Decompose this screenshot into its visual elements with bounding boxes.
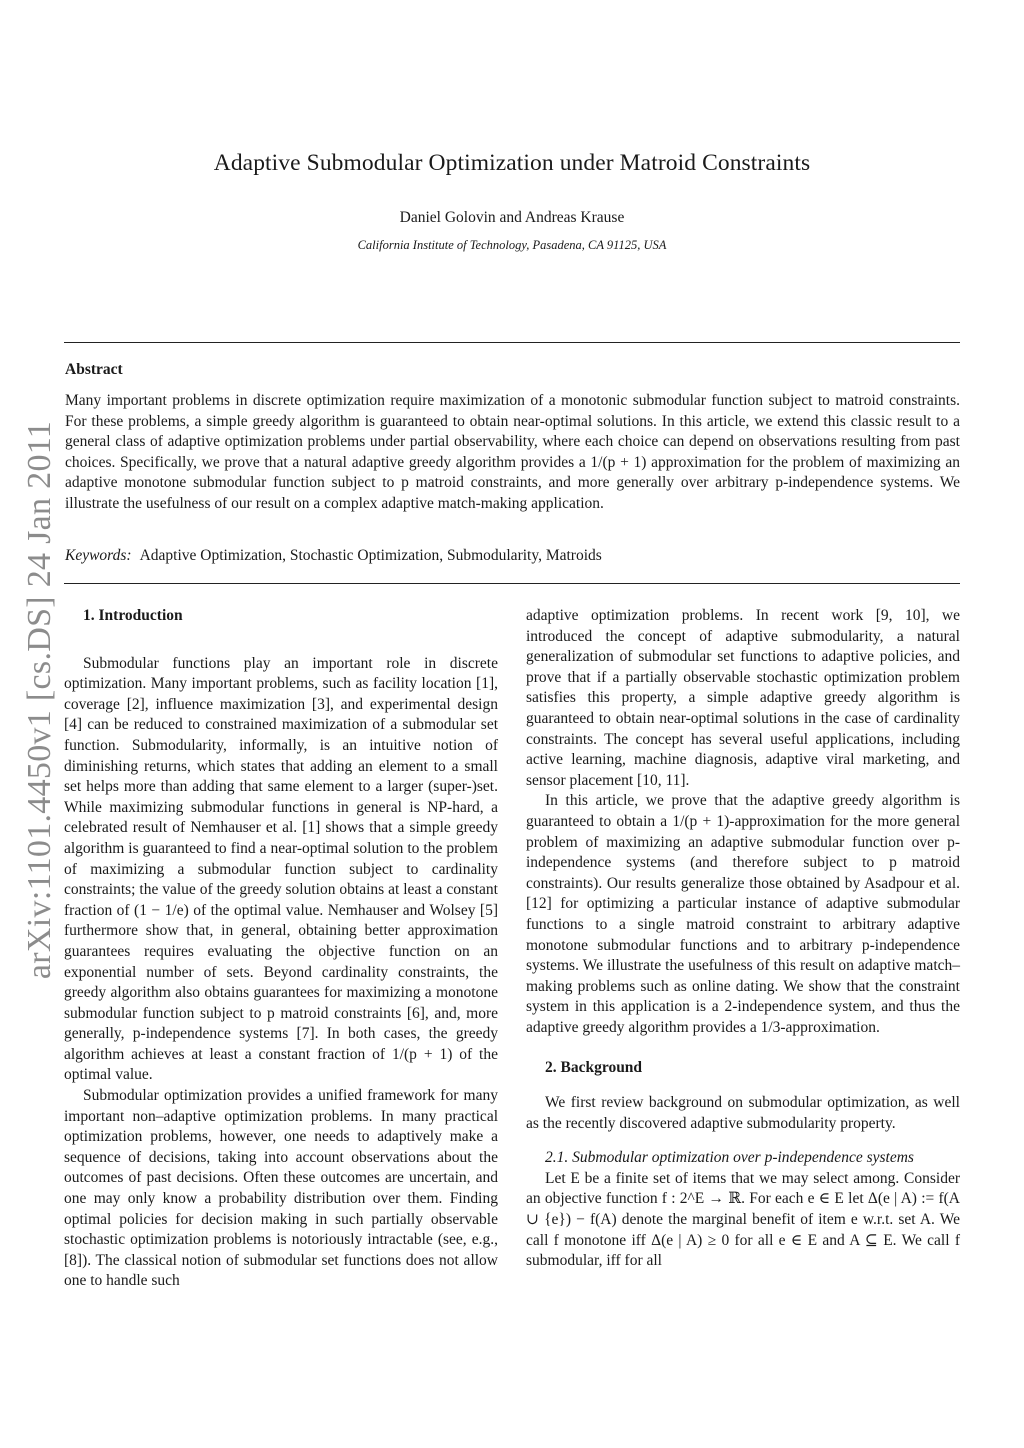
abstract-body: Many important problems in discrete optimization require maximization of a monotonic submodular function subject to matroid constraints. For these problems, a simple greedy algorithm is guaranteed to obtain near-optimal solutions. In this article, we extend this classic result to a general class of adaptive optimization problems under partial observability, where each choice can depend on observations resulting from past choices. Specifically, we prove that a natural adaptive greedy algorithm provides a 1/(p + 1) approximation for the problem of maximizing an adaptive monotone submodular function subject to p matroid constraints, and more generally over arbitrary p-independence systems. We illustrate the usefulness of our result on a complex adaptive match-making application. — [65, 392, 960, 512]
keywords-label: Keywords: — [65, 547, 132, 564]
keywords-list: Adaptive Optimization, Stochastic Optimization, Submodularity, Matroids — [139, 547, 602, 564]
background-paragraph-2: Let E be a finite set of items that we may select among. Consider an objective function f : 2^E → ℝ. For each e ∈ E let Δ(e | A) := f(A ∪ {e}) − f(A) denote the marginal benefit of item e w.r.t. set A. We call f monotone iff Δ(e | A) ≥ 0 for all e ∈ E and A ⊆ E. We call f submodular, iff for all — [526, 1169, 960, 1270]
intro-paragraph-2: Submodular optimization provides a unified framework for many important non–adaptive optimization problems. In many practical optimization problems, however, one needs to adaptively make a sequence of decisions, taking into account observations about the outcomes of past decisions. Often these outcomes are uncertain, and one may only know a probability distribution over them. Finding optimal policies for decision making in such partially observable stochastic optimization problems is notoriously intractable (see, e.g., [8]). The classical notion of submodular set functions does not allow one to handle such — [64, 1087, 498, 1290]
right-column — [526, 606, 960, 1272]
background-paragraph-1: We first review background on submodular optimization, as well as the recently discovered adaptive submodularity property. — [526, 1094, 960, 1132]
keywords-line — [65, 547, 602, 565]
intro-paragraph-1: Submodular functions play an important role in discrete optimization. Many important problems, such as facility location [1], coverage [2], influence maximization [3], and experimental design [4] can be reduced to constrained maximization of a submodular set function. Submodularity, informally, is an intuitive notion of diminishing returns, which states that adding an element to a small set helps more than adding that same element to a larger (super-)set. While maximizing submodular functions in general is NP-hard, a celebrated result of Nemhauser et al. [1] shows that a simple greedy algorithm is guaranteed to find a near-optimal solution to the problem of maximizing a submodular function subject to cardinality constraints; the value of the greedy solution obtains at least a constant fraction of (1 − 1/e) of the optimal value. Nemhauser and Wolsey [5] furthermore show that, in general, obtaining better approximation guarantees requires evaluating the objective function on an exponential number of sets. Beyond cardinality constraints, the greedy algorithm also obtains guarantees for maximizing a monotone submodular function subject to p matroid constraints [6], and, more generally, p-independence systems [7]. In both cases, the greedy algorithm achieves at least a constant fraction of 1/(p + 1) of the optimal value. — [64, 654, 498, 1084]
paper-title: Adaptive Submodular Optimization under Matroid Constraints — [213, 150, 811, 176]
paper-authors: Daniel Golovin and Andreas Krause — [399, 209, 625, 226]
section-heading-introduction: 1. Introduction — [83, 607, 183, 624]
left-column — [64, 606, 498, 1292]
abstract-bottom-rule — [64, 583, 960, 584]
intro-paragraph-4: In this article, we prove that the adaptive greedy algorithm is guaranteed to obtain a 1/(p + 1)-approximation for the more general problem of maximizing an adaptive submodular function over p-independence systems (and therefore subject to p matroid constraints). Our results generalize those obtained by Asadpour et al. [12] for optimizing a particular instance of adaptive submodular functions to a single matroid constraint to arbitrary adaptive monotone submodular functions and to arbitrary p-independence systems. We illustrate the usefulness of this result on adaptive match–making problems such as online dating. We show that the constraint system in this application is a 2-independence system, and thus the adaptive greedy algorithm provides a 1/3-approximation. — [526, 792, 960, 1036]
intro-paragraph-3: adaptive optimization problems. In recent work [9, 10], we introduced the concept of adaptive submodularity, a natural generalization of submodular set functions to adaptive policies, and prove that if a partially observable stochastic optimization problem satisfies this property, a simple adaptive greedy algorithm is guaranteed to obtain near-optimal solutions in the case of cardinality constraints. The concept has several useful applications, including active learning, machine diagnosis, adaptive viral marketing, and sensor placement [10, 11]. — [526, 607, 960, 789]
section-heading-background: 2. Background — [545, 1059, 643, 1077]
subsection-heading-2-1: 2.1. Submodular optimization over p-independence systems — [545, 1149, 914, 1167]
abstract-heading: Abstract — [65, 361, 123, 378]
arxiv-identifier: arXiv:1101.4450v1 [cs.DS] 24 Jan 2011 — [21, 420, 58, 980]
author-affiliation: California Institute of Technology, Pasadena, CA 91125, USA — [357, 238, 667, 252]
abstract-top-rule — [64, 342, 960, 343]
